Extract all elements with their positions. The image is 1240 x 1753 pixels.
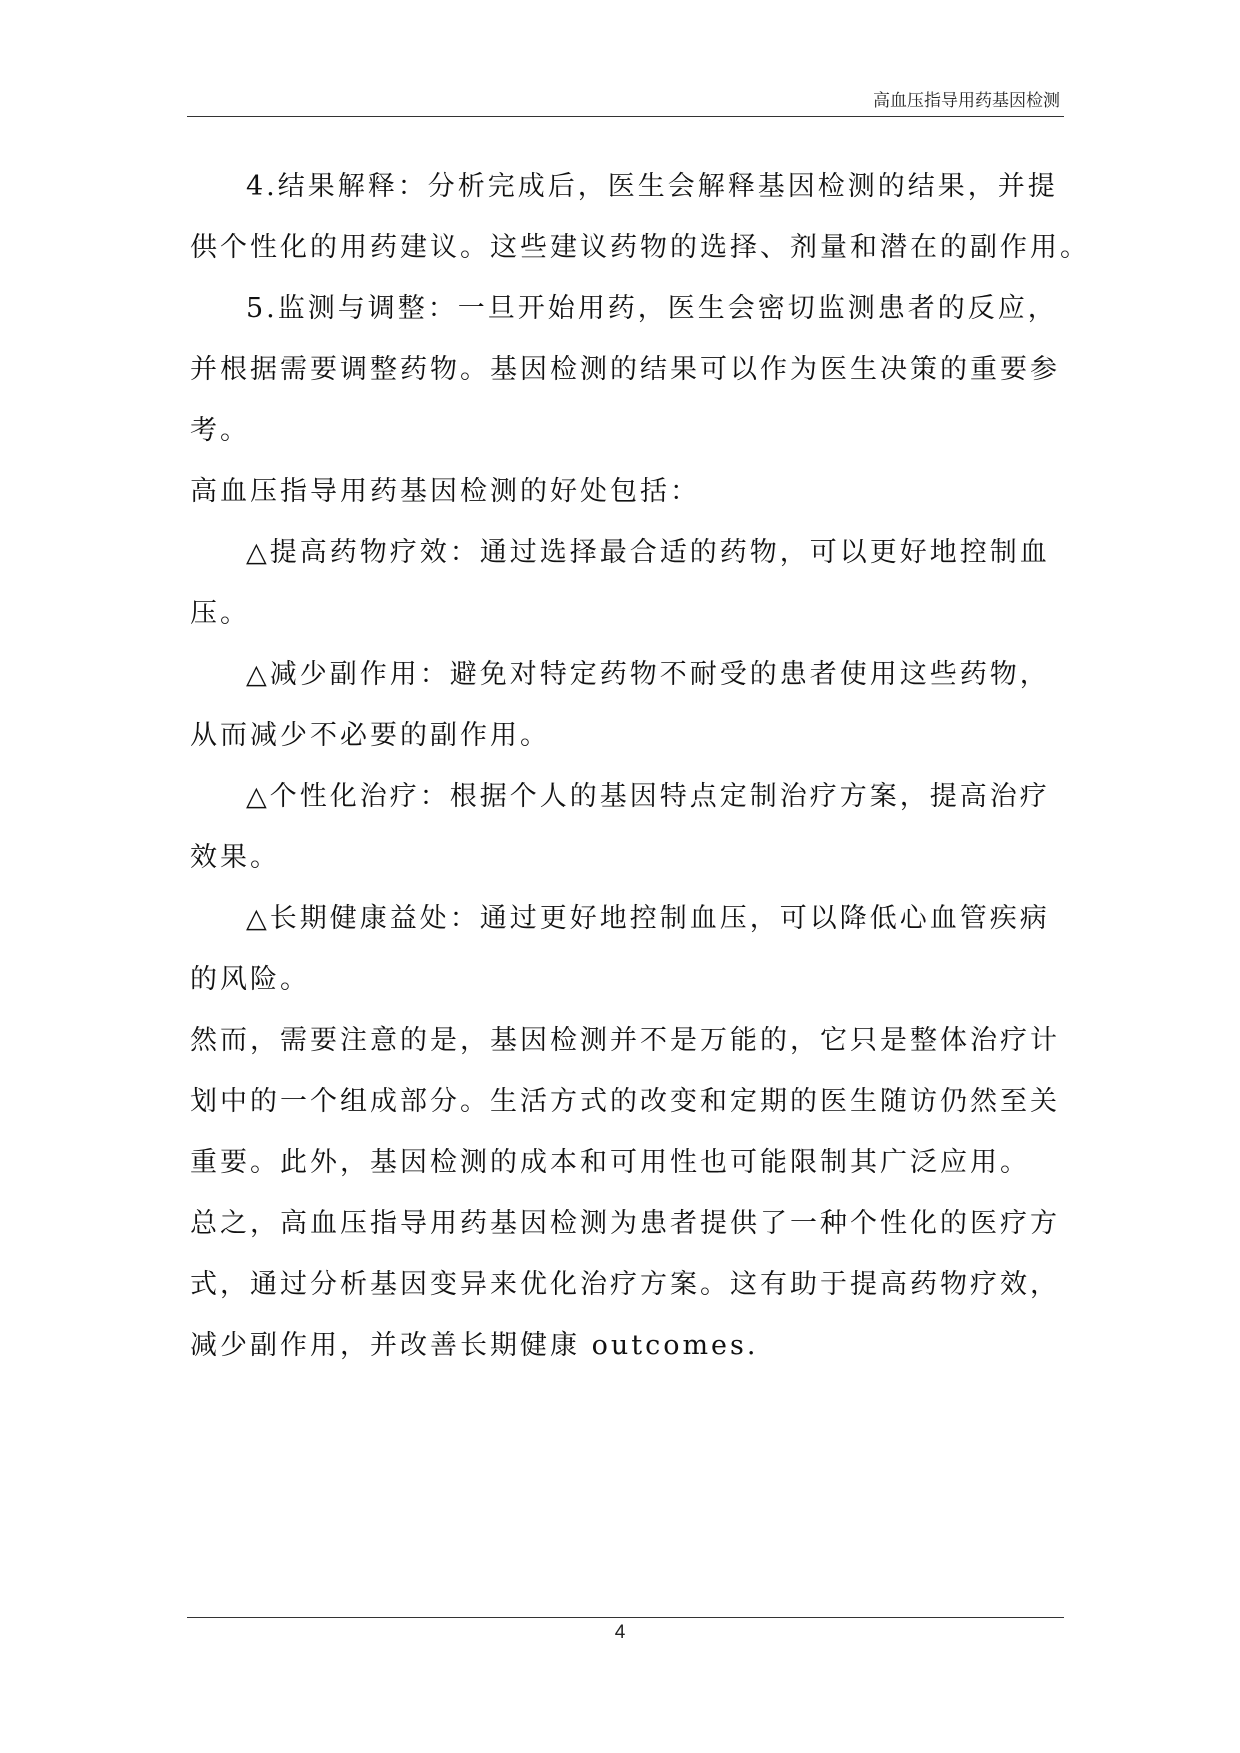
text-line: 然而，需要注意的是，基因检测并不是万能的，它只是整体治疗计 xyxy=(190,1025,1060,1056)
text-line: 高血压指导用药基因检测的好处包括： xyxy=(190,476,700,507)
text-line: 的风险。 xyxy=(190,964,310,995)
text-line: 5.监测与调整：一旦开始用药，医生会密切监测患者的反应， xyxy=(246,293,1058,324)
text-line: 考。 xyxy=(190,415,250,446)
text-line: △个性化治疗：根据个人的基因特点定制治疗方案，提高治疗 xyxy=(246,781,1050,812)
header-divider xyxy=(187,116,1064,117)
text-line: △长期健康益处：通过更好地控制血压，可以降低心血管疾病 xyxy=(246,903,1050,934)
text-line: 重要。此外，基因检测的成本和可用性也可能限制其广泛应用。 xyxy=(190,1147,1030,1178)
text-line: 总之，高血压指导用药基因检测为患者提供了一种个性化的医疗方 xyxy=(190,1208,1060,1239)
page-number: 4 xyxy=(614,1622,626,1643)
running-header: 高血压指导用药基因检测 xyxy=(873,91,1060,111)
text-line: 4.结果解释：分析完成后，医生会解释基因检测的结果，并提 xyxy=(246,171,1058,202)
text-line: 效果。 xyxy=(190,842,280,873)
text-line: 划中的一个组成部分。生活方式的改变和定期的医生随访仍然至关 xyxy=(190,1086,1060,1117)
text-line: 并根据需要调整药物。基因检测的结果可以作为医生决策的重要参 xyxy=(190,354,1060,385)
text-line: 供个性化的用药建议。这些建议药物的选择、剂量和潜在的副作用。 xyxy=(190,232,1090,263)
text-line: 从而减少不必要的副作用。 xyxy=(190,720,550,751)
text-line: 式，通过分析基因变异来优化治疗方案。这有助于提高药物疗效， xyxy=(190,1269,1060,1300)
text-line: △提高药物疗效：通过选择最合适的药物，可以更好地控制血 xyxy=(246,537,1050,568)
text-line: 压。 xyxy=(190,598,250,629)
body-text xyxy=(190,156,1090,1376)
footer-divider xyxy=(187,1617,1064,1618)
text-line: △减少副作用：避免对特定药物不耐受的患者使用这些药物， xyxy=(246,659,1050,690)
text-line: 减少副作用，并改善长期健康 outcomes. xyxy=(190,1330,759,1361)
